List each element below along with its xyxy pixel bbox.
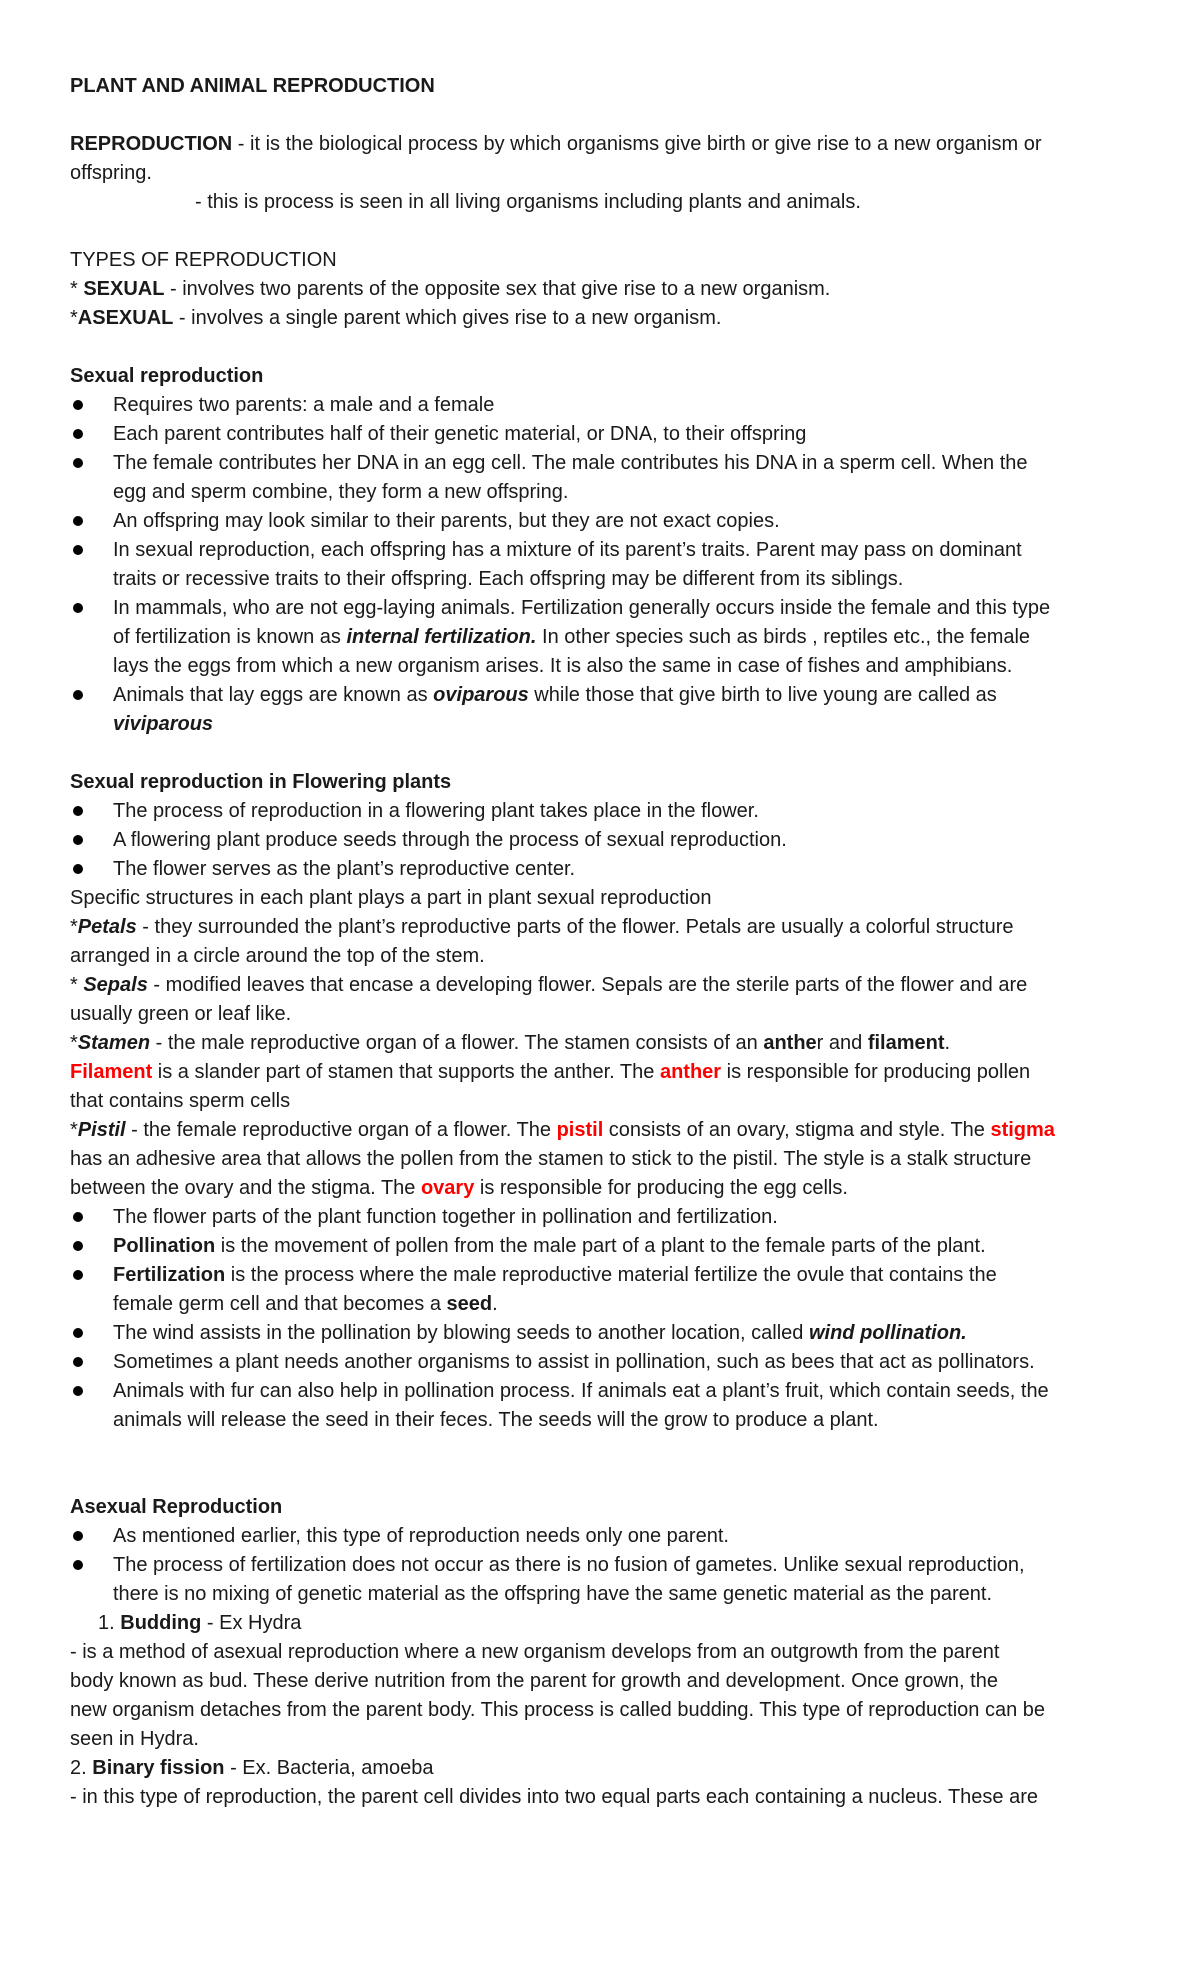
list-item: The process of reproduction in a flowering plant takes place in the flower. <box>70 797 1140 826</box>
sexual-heading: Sexual reproduction <box>70 365 264 387</box>
bullet-icon <box>73 400 83 410</box>
bullet-icon <box>73 864 83 874</box>
pistil-line-2: has an adhesive area that allows the pollen from the stamen to stick to the pistil. The style is a stalk structure <box>70 1148 1032 1170</box>
list-item: Animals that lay eggs are known as oviparous while those that give birth to live young are called as viviparous <box>70 681 1140 739</box>
bullet-icon <box>73 1212 83 1222</box>
list-item: The flower parts of the plant function together in pollination and fertilization. <box>70 1203 1140 1232</box>
list-item: As mentioned earlier, this type of reproduction needs only one parent. <box>70 1522 1140 1551</box>
plants-intro: Specific structures in each plant plays a part in plant sexual reproduction <box>70 887 712 909</box>
budding-text-4: seen in Hydra. <box>70 1728 199 1750</box>
list-item: The process of fertilization does not occur as there is no fusion of gametes. Unlike sexual reproduction, there is no mixing of genetic material as the offspring have the same genetic material as the parent. <box>70 1551 1140 1609</box>
pistil-line-3: between the ovary and the stigma. The ovary is responsible for producing the egg cells. <box>70 1177 848 1199</box>
budding-text-1: - is a method of asexual reproduction where a new organism develops from an outgrowth from the parent <box>70 1641 1000 1663</box>
bullet-icon <box>73 429 83 439</box>
list-item: An offspring may look similar to their parents, but they are not exact copies. <box>70 507 1140 536</box>
list-item: Animals with fur can also help in pollination process. If animals eat a plant’s fruit, which contain seeds, the animals will release the seed in their feces. The seeds will the grow to produce a plant. <box>70 1377 1140 1435</box>
bullet-icon <box>73 458 83 468</box>
list-item: Requires two parents: a male and a female <box>70 391 1140 420</box>
list-item: A flowering plant produce seeds through the process of sexual reproduction. <box>70 826 1140 855</box>
filament-line-1: Filament is a slander part of stamen that supports the anther. The anther is responsible for producing pollen <box>70 1061 1031 1083</box>
list-item: In mammals, who are not egg-laying animals. Fertilization generally occurs inside the female and this type of fertilization is known as internal fertilization. In other species such as birds , reptiles etc., the female lays the eggs from which a new organism arises. It is also the same in case of fishes and amphibians. <box>70 594 1140 681</box>
bullet-icon <box>73 603 83 613</box>
definition-line-1: REPRODUCTION - it is the biological process by which organisms give birth or give rise to a new organism or <box>70 133 1042 155</box>
petals-line-1: *Petals - they surrounded the plant’s reproductive parts of the flower. Petals are usually a colorful structure <box>70 916 1014 938</box>
document-body <box>70 72 1140 1812</box>
fission-item: 2. Binary fission - Ex. Bacteria, amoeba <box>70 1757 434 1779</box>
budding-item: 1. Budding - Ex Hydra <box>98 1612 302 1634</box>
bullet-icon <box>73 835 83 845</box>
bullet-icon <box>73 1328 83 1338</box>
bullet-icon <box>73 1531 83 1541</box>
bullet-icon <box>73 1357 83 1367</box>
list-item: Fertilization is the process where the male reproductive material fertilize the ovule that contains the female germ cell and that becomes a seed. <box>70 1261 1140 1319</box>
filament-line-2: that contains sperm cells <box>70 1090 291 1112</box>
plants-heading: Sexual reproduction in Flowering plants <box>70 771 452 793</box>
bullet-icon <box>73 516 83 526</box>
sepals-line-2: usually green or leaf like. <box>70 1003 292 1025</box>
pistil-line-1: *Pistil - the female reproductive organ of a flower. The pistil consists of an ovary, stigma and style. The stigma <box>70 1119 1055 1141</box>
bullet-icon <box>73 545 83 555</box>
definition-line-3: - this is process is seen in all living organisms including plants and animals. <box>195 191 861 213</box>
bullet-icon <box>73 1386 83 1396</box>
types-sexual: * SEXUAL - involves two parents of the opposite sex that give rise to a new organism. <box>70 278 831 300</box>
petals-line-2: arranged in a circle around the top of the stem. <box>70 945 485 967</box>
budding-text-3: new organism detaches from the parent body. This process is called budding. This type of reproduction can be <box>70 1699 1045 1721</box>
types-asexual: *ASEXUAL - involves a single parent which gives rise to a new organism. <box>70 307 722 329</box>
bullet-icon <box>73 1241 83 1251</box>
page-title: PLANT AND ANIMAL REPRODUCTION <box>70 75 435 97</box>
list-item: The wind assists in the pollination by blowing seeds to another location, called wind pollination. <box>70 1319 1140 1348</box>
list-item: Pollination is the movement of pollen from the male part of a plant to the female parts of the plant. <box>70 1232 1140 1261</box>
budding-text-2: body known as bud. These derive nutrition from the parent for growth and development. Once grown, the <box>70 1670 998 1692</box>
list-item: The flower serves as the plant’s reproductive center. <box>70 855 1140 884</box>
list-item: Each parent contributes half of their genetic material, or DNA, to their offspring <box>70 420 1140 449</box>
sepals-line-1: * Sepals - modified leaves that encase a developing flower. Sepals are the sterile parts of the flower and are <box>70 974 1028 996</box>
list-item: In sexual reproduction, each offspring has a mixture of its parent’s traits. Parent may pass on dominant traits or recessive traits to their offspring. Each offspring may be different from its siblings. <box>70 536 1140 594</box>
asexual-heading: Asexual Reproduction <box>70 1496 283 1518</box>
bullet-icon <box>73 806 83 816</box>
types-heading: TYPES OF REPRODUCTION <box>70 249 337 271</box>
stamen-line: *Stamen - the male reproductive organ of a flower. The stamen consists of an anther and filament. <box>70 1032 951 1054</box>
list-item: The female contributes her DNA in an egg cell. The male contributes his DNA in a sperm cell. When the egg and sperm combine, they form a new offspring. <box>70 449 1140 507</box>
fission-text-1: - in this type of reproduction, the parent cell divides into two equal parts each containing a nucleus. These are <box>70 1786 1038 1808</box>
definition-line-2: offspring. <box>70 162 152 184</box>
list-item: Sometimes a plant needs another organisms to assist in pollination, such as bees that act as pollinators. <box>70 1348 1140 1377</box>
bullet-icon <box>73 1270 83 1280</box>
bullet-icon <box>73 1560 83 1570</box>
bullet-icon <box>73 690 83 700</box>
